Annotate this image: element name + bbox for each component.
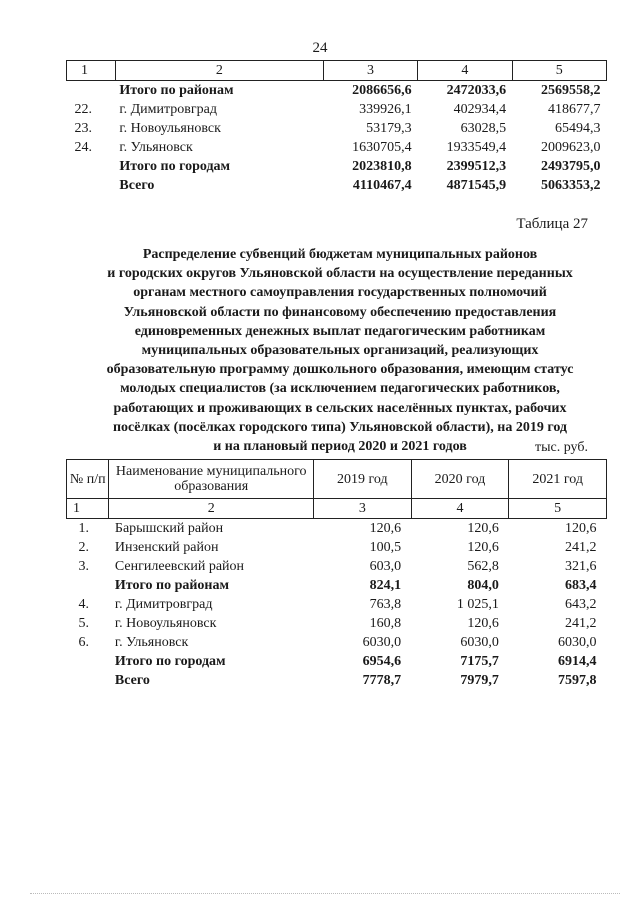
value-2019: 4110467,4 [352,178,412,193]
value-2020: 6030,0 [460,635,499,650]
index-cell: 1 [67,61,116,81]
row-number [67,576,109,595]
table-continuation [66,60,607,195]
value-2020: 7979,7 [460,673,499,688]
value-2020: 2472033,6 [446,83,507,98]
value-2020: 562,8 [467,559,499,574]
row-name: Итого по районам [114,578,230,593]
table-title [70,245,610,456]
row-name: Итого по городам [119,159,231,174]
value-2019: 2023810,8 [352,159,412,174]
value-2021: 241,2 [565,540,597,555]
value-2019: 824,1 [369,578,402,593]
table-row [67,538,607,557]
table-index-row [67,499,607,519]
title-line: молодых специалистов (за исключением педагогических работников, [120,381,560,397]
row-number: 4. [78,597,89,612]
row-number [67,176,116,195]
row-name: г. Ульяновск [119,140,193,155]
value-2021: 241,2 [565,616,597,631]
title-line: работающих и проживающих в сельских населённых пунктах, рабочих [113,400,567,416]
index-cell: 4 [418,61,512,81]
value-2021: 643,2 [565,597,597,612]
value-2019: 7778,7 [362,673,402,688]
title-line: единовременных денежных выплат педагогическим работникам [134,323,546,339]
table-row [67,100,607,119]
row-name: Инзенский район [114,540,219,555]
value-2020: 120,6 [467,521,499,536]
row-number: 3. [78,559,89,574]
index-cell: 3 [314,499,412,519]
index-cell: 4 [411,499,509,519]
value-2021: 120,6 [565,521,597,536]
index-cell: 2 [115,61,323,81]
value-2019: 160,8 [369,616,402,631]
value-2021: 6030,0 [558,635,597,650]
row-name: Барышский район [114,521,224,536]
value-2021: 2569558,2 [541,83,601,98]
row-number: 6. [78,635,89,650]
value-2019: 6954,6 [362,654,402,669]
value-2021: 2009623,0 [541,140,601,155]
row-name: г. Димитровград [119,102,217,117]
value-2019: 763,8 [369,597,402,612]
value-2019: 1630705,4 [352,140,412,155]
table-row [67,138,607,157]
row-number: 1. [78,521,89,536]
title-line: муниципальных образовательных организаций, реализующих [141,343,539,359]
row-name: г. Ульяновск [114,635,189,650]
value-2020: 804,0 [467,578,499,593]
title-line: образовательную программу дошкольного образования, имеющим статус [106,362,574,378]
table-row [67,519,607,539]
value-2021: 65494,3 [555,121,601,136]
value-2021: 6914,4 [558,654,597,669]
total-row [67,652,607,671]
row-name: Сенгилеевский район [114,559,245,574]
value-2020: 1933549,4 [446,140,507,155]
row-name: Всего [114,673,150,688]
value-2019: 6030,0 [362,635,402,650]
row-number [67,671,109,690]
table-row [67,633,607,652]
title-line: и городских округов Ульяновской области на осуществление переданных [107,266,573,282]
row-name: г. Новоульяновск [114,616,217,631]
total-row [67,157,607,176]
column-header-2021: 2021 год [509,460,607,499]
row-number [67,157,116,176]
value-2020: 120,6 [467,616,499,631]
value-2020: 402934,4 [453,102,507,117]
column-header-num: № п/п [67,460,109,499]
value-2021: 683,4 [565,578,597,593]
value-2019: 603,0 [369,559,402,574]
value-2021: 5063353,2 [541,178,601,193]
value-2021: 321,6 [565,559,597,574]
value-2019: 100,5 [369,540,402,555]
total-row [67,671,607,690]
table-index-row [67,61,607,81]
row-name: Всего [119,178,155,193]
table-row [67,595,607,614]
column-header-2020: 2020 год [411,460,509,499]
index-cell: 2 [109,499,314,519]
value-2019: 2086656,6 [352,83,412,98]
table-row [67,557,607,576]
total-row [67,176,607,195]
table-label: Таблица 27 [516,216,588,232]
row-name: Итого по районам [119,83,234,98]
table-header-row [67,460,607,499]
row-number [67,81,116,101]
value-2019: 53179,3 [366,121,412,136]
value-2020: 2399512,3 [446,159,507,174]
row-number: 24. [74,140,92,155]
scan-artifact-line [30,893,620,895]
value-2020: 7175,7 [460,654,499,669]
title-line: органам местного самоуправления государственных полномочий [133,285,547,301]
row-number: 23. [74,121,92,136]
title-line: и на плановый период 2020 и 2021 годов [213,439,467,455]
table-row [67,614,607,633]
index-cell: 3 [323,61,417,81]
table-row [67,119,607,138]
value-2020: 4871545,9 [446,178,507,193]
value-2021: 418677,7 [548,102,601,117]
value-2021: 7597,8 [558,673,597,688]
value-2021: 2493795,0 [541,159,601,174]
value-2019: 339926,1 [359,102,412,117]
row-name: Итого по городам [114,654,226,669]
units-label: тыс. руб. [535,440,588,455]
index-cell: 5 [509,499,607,519]
row-name: г. Новоульяновск [119,121,221,136]
row-number: 22. [74,102,92,117]
row-name: г. Димитровград [114,597,213,612]
row-number: 2. [78,540,89,555]
row-number [67,652,109,671]
page-number: 24 [312,40,328,56]
total-row [67,81,607,101]
column-header-name: Наименование муниципального образования [109,460,314,499]
title-line: Распределение субвенций бюджетам муниципальных районов [142,247,538,262]
subvention-table [66,459,607,690]
value-2019: 120,6 [369,521,402,536]
index-cell: 5 [512,61,606,81]
title-line: посёлках (посёлках городского типа) Ульяновской области), на 2019 год [112,419,568,435]
row-number: 5. [78,616,89,631]
total-row [67,576,607,595]
value-2020: 1 025,1 [456,597,499,612]
column-header-2019: 2019 год [314,460,412,499]
value-2020: 63028,5 [460,121,507,136]
value-2020: 120,6 [467,540,499,555]
title-line: Ульяновской области по финансовому обеспечению предоставления [123,304,557,320]
index-cell: 1 [67,499,109,519]
